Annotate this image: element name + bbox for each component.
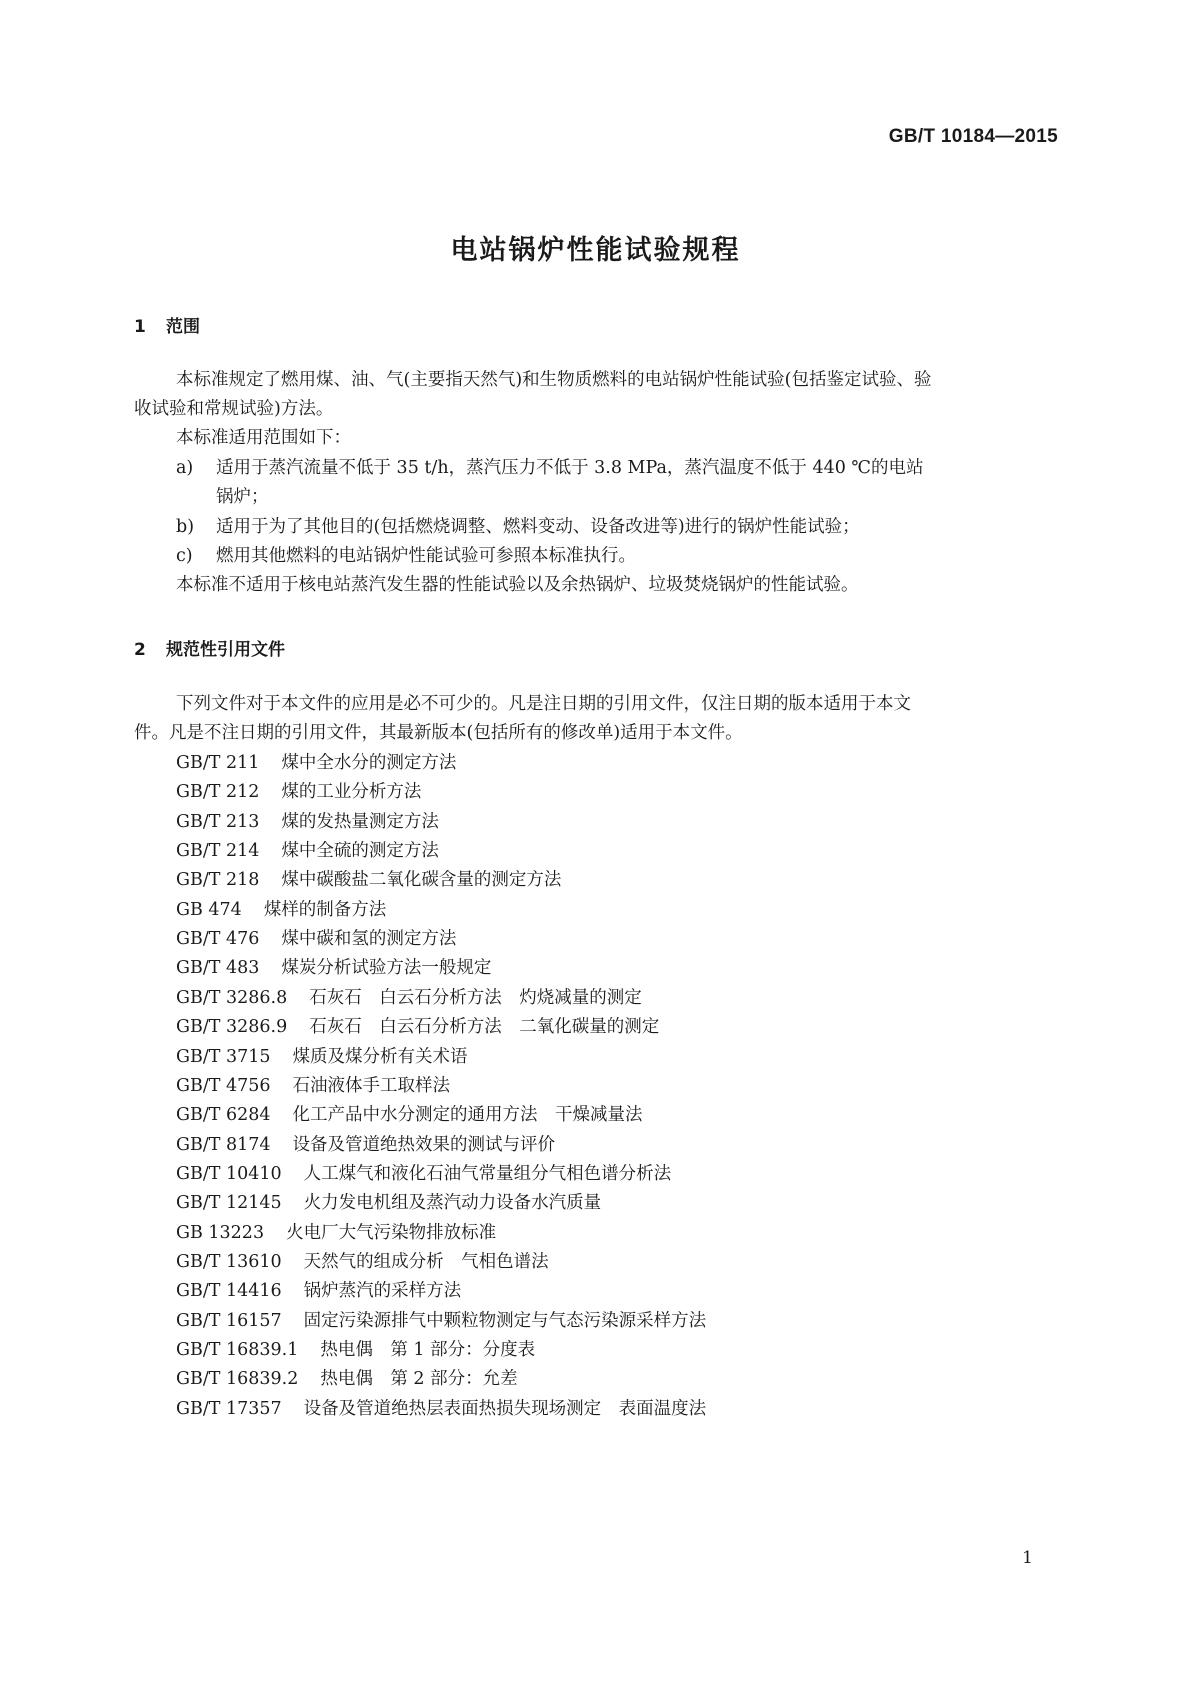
reference-code: GB/T 476: [176, 929, 260, 950]
list-item-b-label: b): [176, 517, 195, 537]
section-1-number: 1: [134, 317, 146, 337]
reference-title: 煤的工业分析方法: [281, 782, 422, 803]
reference-title: 煤样的制备方法: [263, 899, 387, 920]
section-2-number: 2: [134, 640, 146, 660]
reference-title: 化工产品中水分测定的通用方法 干燥减量法: [292, 1105, 643, 1126]
document-title: 电站锅炉性能试验规程: [450, 235, 741, 266]
reference-title: 煤炭分析试验方法一般规定: [281, 958, 492, 979]
reference-title: 石油液体手工取样法: [292, 1075, 451, 1096]
reference-item: [176, 1161, 671, 1187]
reference-item: [176, 867, 561, 893]
references-paragraph-line-2: 件。凡是不注日期的引用文件，其最新版本(包括所有的修改单)适用于本文件。: [134, 723, 743, 743]
section-2-title: 规范性引用文件: [166, 640, 285, 660]
reference-code: GB/T 212: [176, 782, 260, 803]
reference-title: 煤质及煤分析有关术语: [292, 1046, 468, 1067]
reference-item: [176, 1308, 706, 1334]
reference-code: GB 13223: [176, 1222, 265, 1243]
list-item-c-text: 燃用其他燃料的电站锅炉性能试验可参照本标准执行。: [216, 546, 636, 566]
reference-code: GB/T 213: [176, 811, 260, 832]
reference-item: [176, 779, 421, 805]
scope-applicability-intro: 本标准适用范围如下：: [176, 428, 351, 448]
reference-item: [176, 809, 439, 835]
reference-code: GB/T 17357: [176, 1398, 282, 1419]
scope-paragraph-line-2: 收试验和常规试验)方法。: [134, 399, 334, 419]
reference-code: GB/T 3286.8: [176, 987, 288, 1008]
reference-item: [176, 985, 642, 1011]
reference-code: GB 474: [176, 899, 242, 920]
reference-item: [176, 1337, 535, 1363]
reference-code: GB/T 211: [176, 753, 260, 773]
standard-code: GB/T 10184—2015: [888, 126, 1058, 147]
section-2-heading: [134, 635, 285, 660]
reference-code: GB/T 16157: [176, 1310, 282, 1331]
reference-code: GB/T 3286.9: [176, 1017, 288, 1038]
reference-item: [176, 926, 456, 952]
reference-code: GB/T 483: [176, 958, 260, 979]
list-item-b-text: 适用于为了其他目的(包括燃烧调整、燃料变动、设备改进等)进行的锅炉性能试验；: [216, 517, 860, 537]
section-1-heading: [134, 312, 200, 337]
list-item-a-label: a): [176, 458, 194, 478]
page-number: 1: [1022, 1548, 1033, 1568]
reference-code: GB/T 218: [176, 870, 260, 891]
reference-code: GB/T 214: [176, 841, 260, 862]
reference-code: GB/T 16839.1: [176, 1340, 299, 1360]
reference-title: 煤的发热量测定方法: [281, 811, 439, 832]
reference-code: GB/T 13610: [176, 1251, 282, 1272]
reference-title: 设备及管道绝热层表面热损失现场测定 表面温度法: [303, 1398, 707, 1419]
reference-title: 石灰石 白云石分析方法 灼烧减量的测定: [309, 987, 642, 1008]
reference-title: 煤中全水分的测定方法: [281, 753, 457, 773]
reference-item: [176, 1220, 496, 1246]
reference-title: 锅炉蒸汽的采样方法: [303, 1281, 462, 1302]
reference-item: [176, 1249, 549, 1275]
reference-code: GB/T 8174: [176, 1134, 271, 1155]
reference-title: 热电偶 第 2 部分：允差: [320, 1369, 518, 1390]
reference-title: 火电厂大气污染物排放标准: [286, 1222, 497, 1243]
reference-code: GB/T 12145: [176, 1193, 282, 1214]
reference-title: 人工煤气和液化石油气常量组分气相色谱分析法: [303, 1163, 672, 1184]
reference-title: 火力发电机组及蒸汽动力设备水汽质量: [303, 1193, 602, 1214]
reference-code: GB/T 4756: [176, 1075, 271, 1096]
reference-title: 煤中全硫的测定方法: [281, 841, 439, 862]
reference-title: 石灰石 白云石分析方法 二氧化碳量的测定: [309, 1017, 660, 1038]
section-1-title: 范围: [166, 317, 200, 337]
scope-exclusion-paragraph: 本标准不适用于核电站蒸汽发生器的性能试验以及余热锅炉、垃圾焚烧锅炉的性能试验。: [176, 575, 859, 595]
reference-title: 煤中碳酸盐二氧化碳含量的测定方法: [281, 870, 562, 891]
reference-title: 固定污染源排气中颗粒物测定与气态污染源采样方法: [303, 1310, 707, 1331]
reference-item: [176, 1190, 601, 1216]
scope-paragraph-line-1: 本标准规定了燃用煤、油、气(主要指天然气)和生物质燃料的电站锅炉性能试验(包括鉴定试验、验: [176, 370, 932, 390]
reference-item: [176, 1073, 450, 1099]
reference-item: [176, 750, 456, 776]
reference-title: 热电偶 第 1 部分：分度表: [320, 1340, 536, 1360]
reference-code: GB/T 14416: [176, 1281, 282, 1302]
list-item-c-label: c): [176, 546, 193, 566]
reference-item: [176, 838, 439, 864]
reference-title: 煤中碳和氢的测定方法: [281, 929, 457, 950]
references-paragraph-line-1: 下列文件对于本文件的应用是必不可少的。凡是注日期的引用文件，仅注日期的版本适用于本文: [176, 694, 911, 714]
reference-item: [176, 1014, 659, 1040]
reference-code: GB/T 3715: [176, 1046, 271, 1067]
reference-code: GB/T 6284: [176, 1105, 271, 1126]
reference-item: [176, 1102, 643, 1128]
reference-code: GB/T 16839.2: [176, 1369, 299, 1390]
reference-item: [176, 1396, 706, 1422]
reference-item: [176, 1278, 461, 1304]
reference-title: 设备及管道绝热效果的测试与评价: [292, 1134, 556, 1155]
reference-item: [176, 955, 491, 981]
list-item-a-line-2: 锅炉；: [216, 487, 269, 507]
reference-item: [176, 1132, 555, 1158]
list-item-a-line-1: 适用于蒸汽流量不低于 35 t/h，蒸汽压力不低于 3.8 MPa，蒸汽温度不低于 440 ℃的电站: [216, 458, 924, 478]
reference-item: [176, 1044, 468, 1070]
reference-item: [176, 1366, 518, 1392]
reference-code: GB/T 10410: [176, 1163, 282, 1184]
reference-item: [176, 897, 386, 923]
reference-title: 天然气的组成分析 气相色谱法: [303, 1251, 549, 1272]
